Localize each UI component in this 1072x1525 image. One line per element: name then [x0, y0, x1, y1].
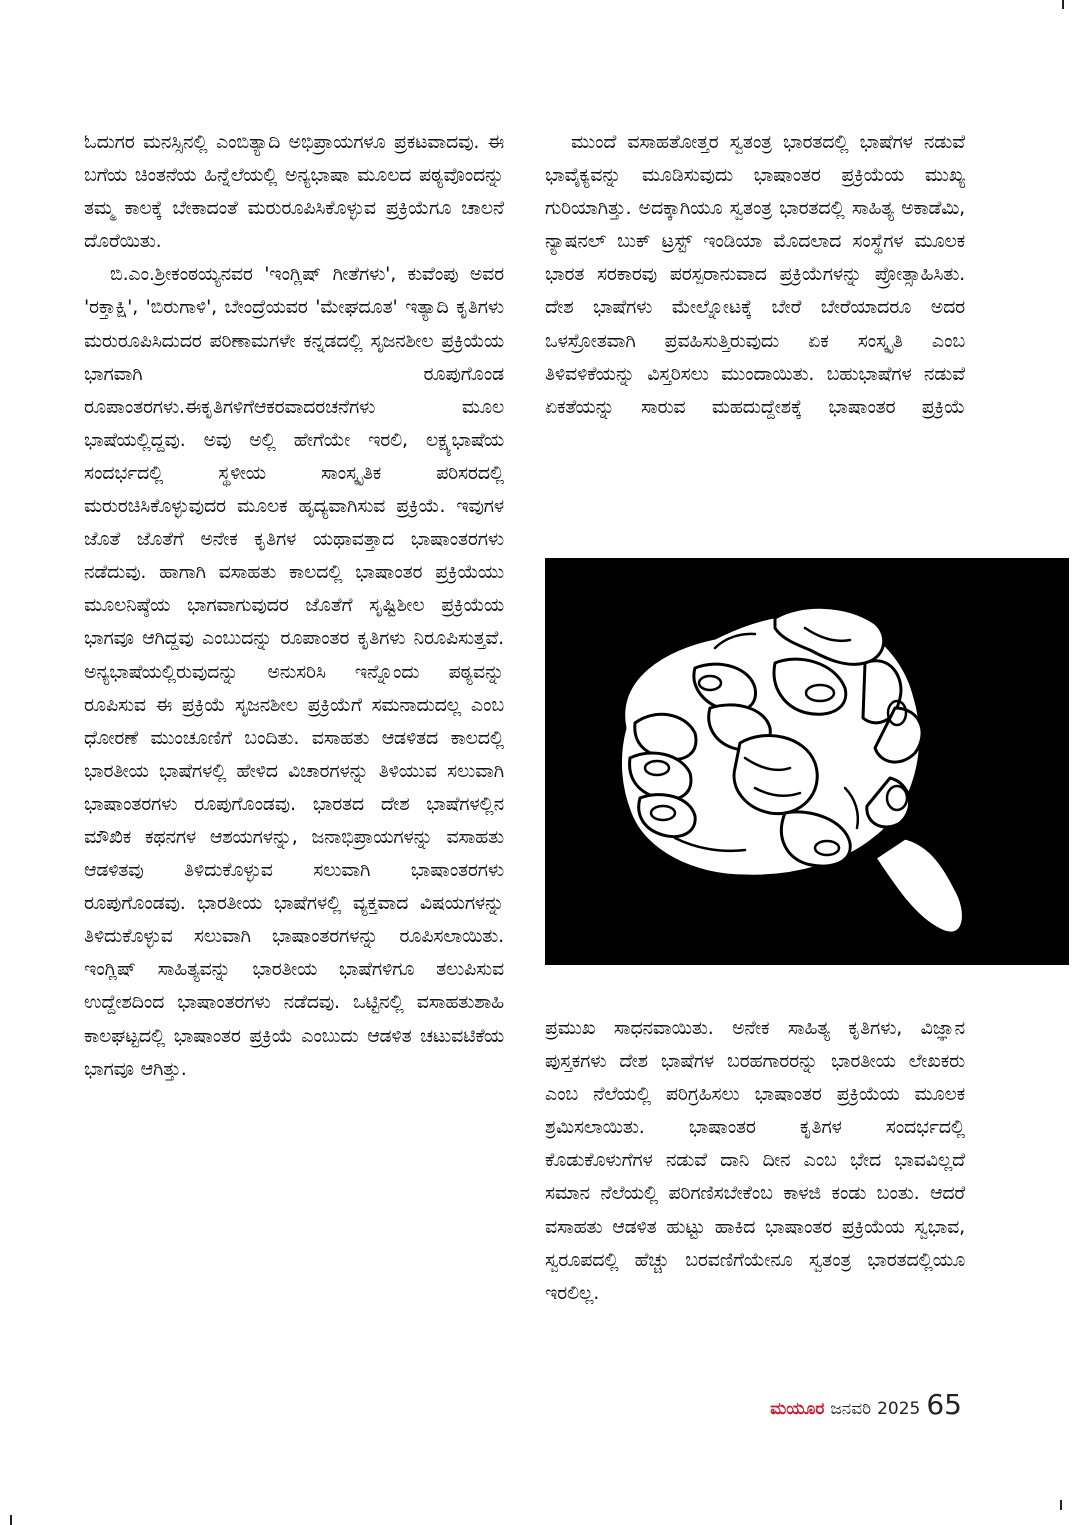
page-footer: [770, 1388, 962, 1421]
crop-mark: [1062, 0, 1064, 9]
paragraph: ಓದುಗರ ಮನಸ್ಸಿನಲ್ಲಿ ಎಂಬಿತ್ಯಾದಿ ಅಭಿಪ್ರಾಯಗಳೂ ಪ್ರಕಟವಾದವು. ಈ ಬಗೆಯ ಚಿಂತನೆಯ ಹಿನ್ನೆಲೆಯಲ್ಲಿ ಅನ್ಯಭಾಷಾ ಮೂಲದ ಪಠ್ಯವೊಂದನ್ನು ತಮ್ಮ ಕಾಲಕ್ಕೆ ಬೇಕಾದಂತೆ ಮರುರೂಪಿಸಿಕೊಳ್ಳುವ ಪ್ರಕ್ರಿಯೆಗೂ ಚಾಲನೆ ದೊರೆಯಿತು.: [84, 131, 504, 253]
issue-year: 2025: [877, 1399, 921, 1419]
left-column: [84, 126, 504, 1086]
right-column-bottom: [545, 1012, 965, 1310]
paragraph: ಬಿ.ಎಂ.ಶ್ರೀಕಂಠಯ್ಯನವರ 'ಇಂಗ್ಲಿಷ್ ಗೀತೆಗಳು', ಕುವೆಂಪು ಅವರ 'ರಕ್ತಾಕ್ಷಿ', 'ಬಿರುಗಾಳಿ', ಬೇಂದ್ರೆಯವರ 'ಮೇಘದೂತ' ಇತ್ಯಾದಿ ಕೃತಿಗಳು ಮರುರೂಪಿಸಿದುದರ ಪರಿಣಾಮಗಳೇ ಕನ್ನಡದಲ್ಲಿ ಸೃಜನಶೀಲ ಪ್ರಕ್ರಿಯೆಯ ಭಾಗವಾಗಿ ರೂಪುಗೊಂಡ ರೂಪಾಂತರಗಳು.ಈಕೃತಿಗಳಿಗೆಆಕರವಾದರಚನೆಗಳು ಮೂಲ ಭಾಷೆಯಲ್ಲಿದ್ದವು. ಅವು ಅಲ್ಲಿ ಹೇಗೆಯೇ ಇರಲಿ, ಲಕ್ಷ್ಯಭಾಷೆಯ ಸಂದರ್ಭದಲ್ಲಿ ಸ್ಥಳೀಯ ಸಾಂಸ್ಕೃತಿಕ ಪರಿಸರದಲ್ಲಿ ಮರುರಚಿಸಿಕೊಳ್ಳುವುದರ ಮೂಲಕ ಹೃದ್ಯವಾಗಿಸುವ ಪ್ರಕ್ರಿಯೆ. ಇವುಗಳ ಜೊತೆ ಜೊತೆಗೆ ಅನೇಕ ಕೃತಿಗಳ ಯಥಾವತ್ತಾದ ಭಾಷಾಂತರಗಳು ನಡೆದುವು. ಹಾಗಾಗಿ ವಸಾಹತು ಕಾಲದಲ್ಲಿ ಭಾಷಾಂತರ ಪ್ರಕ್ರಿಯೆಯು ಮೂಲನಿಷ್ಠೆಯ ಭಾಗವಾಗುವುದರ ಜೊತೆಗೆ ಸೃಷ್ಟಿಶೀಲ ಪ್ರಕ್ರಿಯೆಯ ಭಾಗವೂ ಆಗಿದ್ದವು ಎಂಬುದನ್ನು ರೂಪಾಂತರ ಕೃತಿಗಳು ನಿರೂಪಿಸುತ್ತವೆ. ಅನ್ಯಭಾಷೆಯಲ್ಲಿರುವುದನ್ನು ಅನುಸರಿಸಿ ಇನ್ನೊಂದು ಪಠ್ಯವನ್ನು ರೂಪಿಸುವ ಈ ಪ್ರಕ್ರಿಯೆ ಸೃಜನಶೀಲ ಪ್ರಕ್ರಿಯೆಗೆ ಸಮನಾದುದಲ್ಲ ಎಂಬ ಧೋರಣೆ ಮುಂಚೂಣಿಗೆ ಬಂದಿತು. ವಸಾಹತು ಆಡಳಿತದ ಕಾಲದಲ್ಲಿ ಭಾರತೀಯ ಭಾಷೆಗಳಲ್ಲಿ ಹೇಳಿದ ವಿಚಾರಗಳನ್ನು ತಿಳಿಯುವ ಸಲುವಾಗಿ ಭಾಷಾಂತರಗಳು ರೂಪುಗೊಂಡವು. ಭಾರತದ ದೇಶ ಭಾಷೆಗಳಲ್ಲಿನ ಮೌಖಿಕ ಕಥನಗಳ ಆಶಯಗಳನ್ನು, ಜನಾಭಿಪ್ರಾಯಗಳನ್ನು ವಸಾಹತು ಆಡಳಿತವು ತಿಳಿದುಕೊಳ್ಳುವ ಸಲುವಾಗಿ ಭಾಷಾಂತರಗಳು ರೂಪುಗೊಂಡವು. ಭಾರತೀಯ ಭಾಷೆಗಳಲ್ಲಿ ವ್ಯಕ್ತವಾದ ವಿಷಯಗಳನ್ನು ತಿಳಿದುಕೊಳ್ಳುವ ಸಲುವಾಗಿ ಭಾಷಾಂತರಗಳನ್ನು ರೂಪಿಸಲಾಯಿತು. ಇಂಗ್ಲಿಷ್ ಸಾಹಿತ್ಯವನ್ನು ಭಾರತೀಯ ಭಾಷೆಗಳಿಗೂ ತಲುಪಿಸುವ ಉದ್ದೇಶದಿಂದ ಭಾಷಾಂತರಗಳು ನಡೆದವು. ಒಟ್ಟಿನಲ್ಲಿ ವಸಾಹತುಶಾಹಿ ಕಾಲಘಟ್ಟದಲ್ಲಿ ಭಾಷಾಂತರ ಪ್ರಕ್ರಿಯೆ ಎಂಬುದು ಆಡಳಿತ ಚಟುವಟಿಕೆಯ ಭಾಗವೂ ಆಗಿತ್ತು.: [84, 263, 504, 1080]
page-number: 65: [926, 1388, 962, 1421]
crop-mark: [1060, 1500, 1062, 1510]
paragraph: ಮುಂದೆ ವಸಾಹತೋತ್ತರ ಸ್ವತಂತ್ರ ಭಾರತದಲ್ಲಿ ಭಾಷೆಗಳ ನಡುವೆ ಭಾವೈಕ್ಯವನ್ನು ಮೂಡಿಸುವುದು ಭಾಷಾಂತರ ಪ್ರಕ್ರಿಯೆಯ ಮುಖ್ಯ ಗುರಿಯಾಗಿತ್ತು. ಅದಕ್ಕಾಗಿಯೂ ಸ್ವತಂತ್ರ ಭಾರತದಲ್ಲಿ ಸಾಹಿತ್ಯ ಅಕಾಡೆಮಿ, ನ್ಯಾಷನಲ್ ಬುಕ್ ಟ್ರಸ್ಟ್ ಇಂಡಿಯಾ ಮೊದಲಾದ ಸಂಸ್ಥೆಗಳ ಮೂಲಕ ಭಾರತ ಸರಕಾರವು ಪರಸ್ಪರಾನುವಾದ ಪ್ರಕ್ರಿಯೆಗಳನ್ನು ಪ್ರೋತ್ಸಾಹಿಸಿತು. ದೇಶ ಭಾಷೆಗಳು ಮೇಲ್ನೋಟಕ್ಕೆ ಬೇರೆ ಬೇರೆಯಾದರೂ ಅದರ ಒಳಸ್ರೋತವಾಗಿ ಪ್ರವಹಿಸುತ್ತಿರುವುದು ಏಕ ಸಂಸ್ಕೃತಿ ಎಂಬ ತಿಳಿವಳಿಕೆಯನ್ನು ವಿಸ್ತರಿಸಲು ಮುಂದಾಯಿತು. ಬಹುಭಾಷೆಗಳ ನಡುವೆ ಏಕತೆಯನ್ನು ಸಾರುವ ಮಹದುದ್ದೇಶಕ್ಕೆ ಭಾಷಾಂತರ ಪ್ರಕ್ರಿಯೆ: [545, 131, 965, 418]
hands-drawing: [545, 558, 1069, 965]
paragraph: ಪ್ರಮುಖ ಸಾಧನವಾಯಿತು. ಅನೇಕ ಸಾಹಿತ್ಯ ಕೃತಿಗಳು, ವಿಜ್ಞಾನ ಪುಸ್ತಕಗಳು ದೇಶ ಭಾಷೆಗಳ ಬರಹಗಾರರನ್ನು ಭಾರತೀಯ ಲೇಖಕರು ಎಂಬ ನೆಲೆಯಲ್ಲಿ ಪರಿಗ್ರಹಿಸಲು ಭಾಷಾಂತರ ಪ್ರಕ್ರಿಯೆಯ ಮೂಲಕ ಶ್ರಮಿಸಲಾಯಿತು. ಭಾಷಾಂತರ ಕೃತಿಗಳ ಸಂದರ್ಭದಲ್ಲಿ ಕೊಡುಕೊಳುಗೆಗಳ ನಡುವೆ ದಾನಿ ದೀನ ಎಂಬ ಭೇದ ಭಾವವಿಲ್ಲದೆ ಸಮಾನ ನೆಲೆಯಲ್ಲಿ ಪರಿಗಣಿಸಬೇಕೆಂಬ ಕಾಳಜಿ ಕಂಡು ಬಂತು. ಆದರೆ ವಸಾಹತು ಆಡಳಿತ ಹುಟ್ಟು ಹಾಕಿದ ಭಾಷಾಂತರ ಪ್ರಕ್ರಿಯೆಯ ಸ್ವಭಾವ, ಸ್ವರೂಪದಲ್ಲಿ ಹೆಚ್ಚು ಬರವಣಿಗೆಯೇನೂ ಸ್ವತಂತ್ರ ಭಾರತದಲ್ಲಿಯೂ ಇರಲಿಲ್ಲ.: [545, 1017, 965, 1304]
right-column-top: [545, 126, 965, 424]
magazine-logo: ಮಯೂರ: [770, 1399, 825, 1419]
crop-mark: [10, 1515, 12, 1525]
issue-month: ಜನವರಿ: [830, 1399, 872, 1419]
hands-illustration: [545, 558, 1069, 965]
